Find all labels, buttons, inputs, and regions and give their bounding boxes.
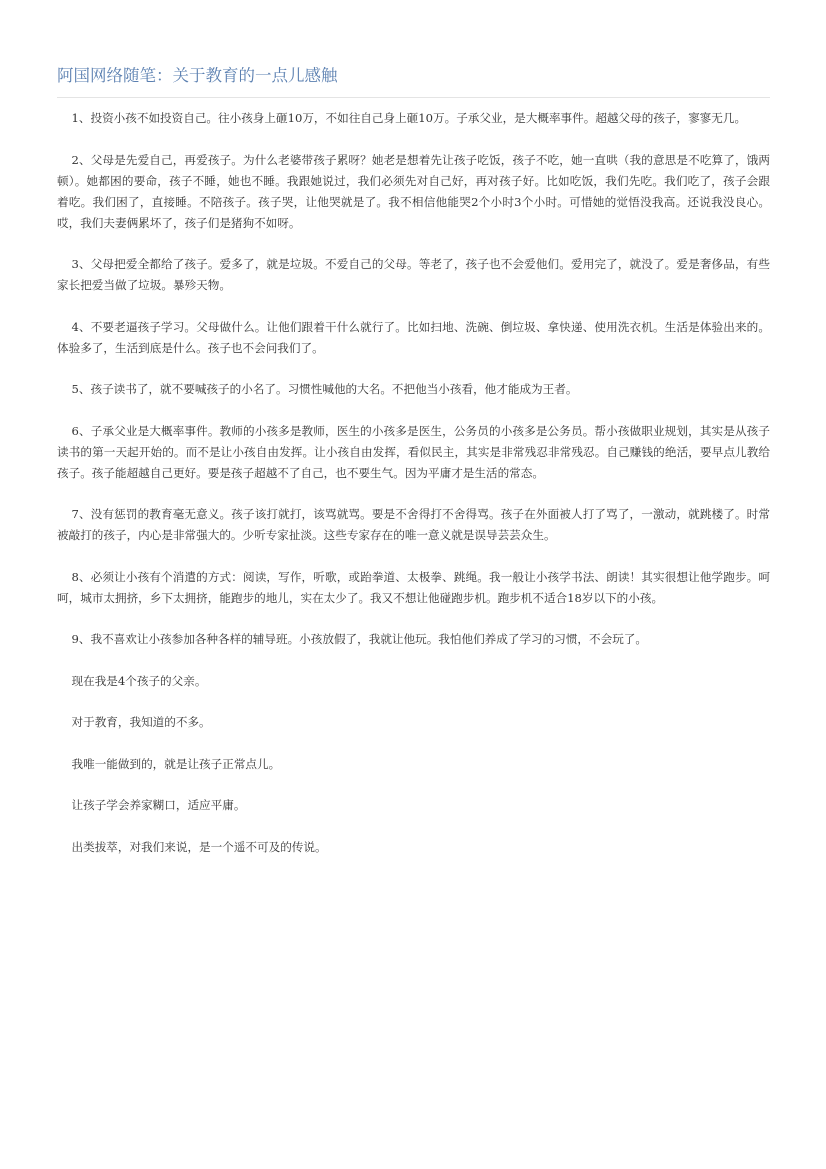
- paragraph-9: 9、我不喜欢让小孩参加各种各样的辅导班。小孩放假了，我就让他玩。我怕他们养成了学习的习惯，不会玩了。: [71, 632, 647, 646]
- paragraph-3: 3、父母把爱全都给了孩子。爱多了，就是垃圾。不爱自己的父母。等老了，孩子也不会爱他们。爱用完了，就没了。爱是奢侈品，有些家长把爱当做了垃圾。暴殄天物。: [57, 257, 770, 292]
- paragraph-8: 8、必须让小孩有个消遣的方式：阅读，写作，听歌，或跆拳道、太极拳、跳绳。我一般让小孩学书法、朗读！其实很想让他学跑步。呵呵，城市太拥挤，乡下太拥挤，能跑步的地儿，实在太少了。我又不想让他碰跑步机。跑步机不适合18岁以下的小孩。: [57, 569, 770, 605]
- closing-line-5: 出类拔萃，对我们来说，是一个遥不可及的传说。: [71, 839, 327, 854]
- closing-line-1: 现在我是4个孩子的父亲。: [71, 673, 207, 688]
- paragraph-1: 1、投资小孩不如投资自己。往小孩身上砸10万，不如往自己身上砸10万。子承父业，是大概率事件。超越父母的孩子，寥寥无几。: [71, 111, 747, 125]
- article-body: [57, 108, 770, 858]
- closing-line-2: 对于教育，我知道的不多。: [71, 715, 211, 729]
- paragraph-2: 2、父母是先爱自己，再爱孩子。为什么老婆带孩子累呀？她老是想着先让孩子吃饭，孩子不吃，她一直哄（我的意思是不吃算了，饿两顿）。她都困的要命，孩子不睡，她也不睡。我跟她说过，我们必须先对自己好，再对孩子好。比如吃饭，我们先吃。我们吃了，孩子会跟着吃。我们困了，直接睡。不陪孩子。孩子哭，让他哭就是了。我不相信他能哭2个小时3个小时。可惜她的觉悟没我高。还说我没良心。哎，我们夫妻俩累坏了，孩子们是猪狗不如呀。: [57, 152, 770, 230]
- article-title: 阿国网络随笔：关于教育的一点儿感触: [57, 66, 338, 85]
- title-divider: [57, 97, 770, 98]
- paragraph-5: 5、孩子读书了，就不要喊孩子的小名了。习惯性喊他的大名。不把他当小孩看，他才能成为王者。: [71, 382, 578, 396]
- paragraph-6: 6、子承父业是大概率事件。教师的小孩多是教师，医生的小孩多是医生，公务员的小孩多是公务员。帮小孩做职业规划，其实是从孩子读书的第一天起开始的。而不是让小孩自由发挥。让小孩自由发挥，看似民主，其实是非常残忍非常残忍。自己赚钱的绝活，要早点儿教给孩子。孩子能超越自己更好。要是孩子超越不了自己，也不要生气。因为平庸才是生活的常态。: [57, 423, 770, 480]
- article: [57, 64, 770, 878]
- closing-line-3: 我唯一能做到的，就是让孩子正常点儿。: [71, 756, 281, 771]
- closing-line-4: 让孩子学会养家糊口，适应平庸。: [71, 798, 246, 812]
- paragraph-7: 7、没有惩罚的教育毫无意义。孩子该打就打，该骂就骂。要是不舍得打不舍得骂。孩子在外面被人打了骂了，一激动，就跳楼了。时常被敲打的孩子，内心是非常强大的。少听专家扯淡。这些专家存在的唯一意义就是误导芸芸众生。: [57, 507, 770, 542]
- paragraph-4: 4、不要老逼孩子学习。父母做什么。让他们跟着干什么就行了。比如扫地、洗碗、倒垃圾、拿快递、使用洗衣机。生活是体验出来的。体验多了，生活到底是什么。孩子也不会问我们了。: [57, 319, 770, 355]
